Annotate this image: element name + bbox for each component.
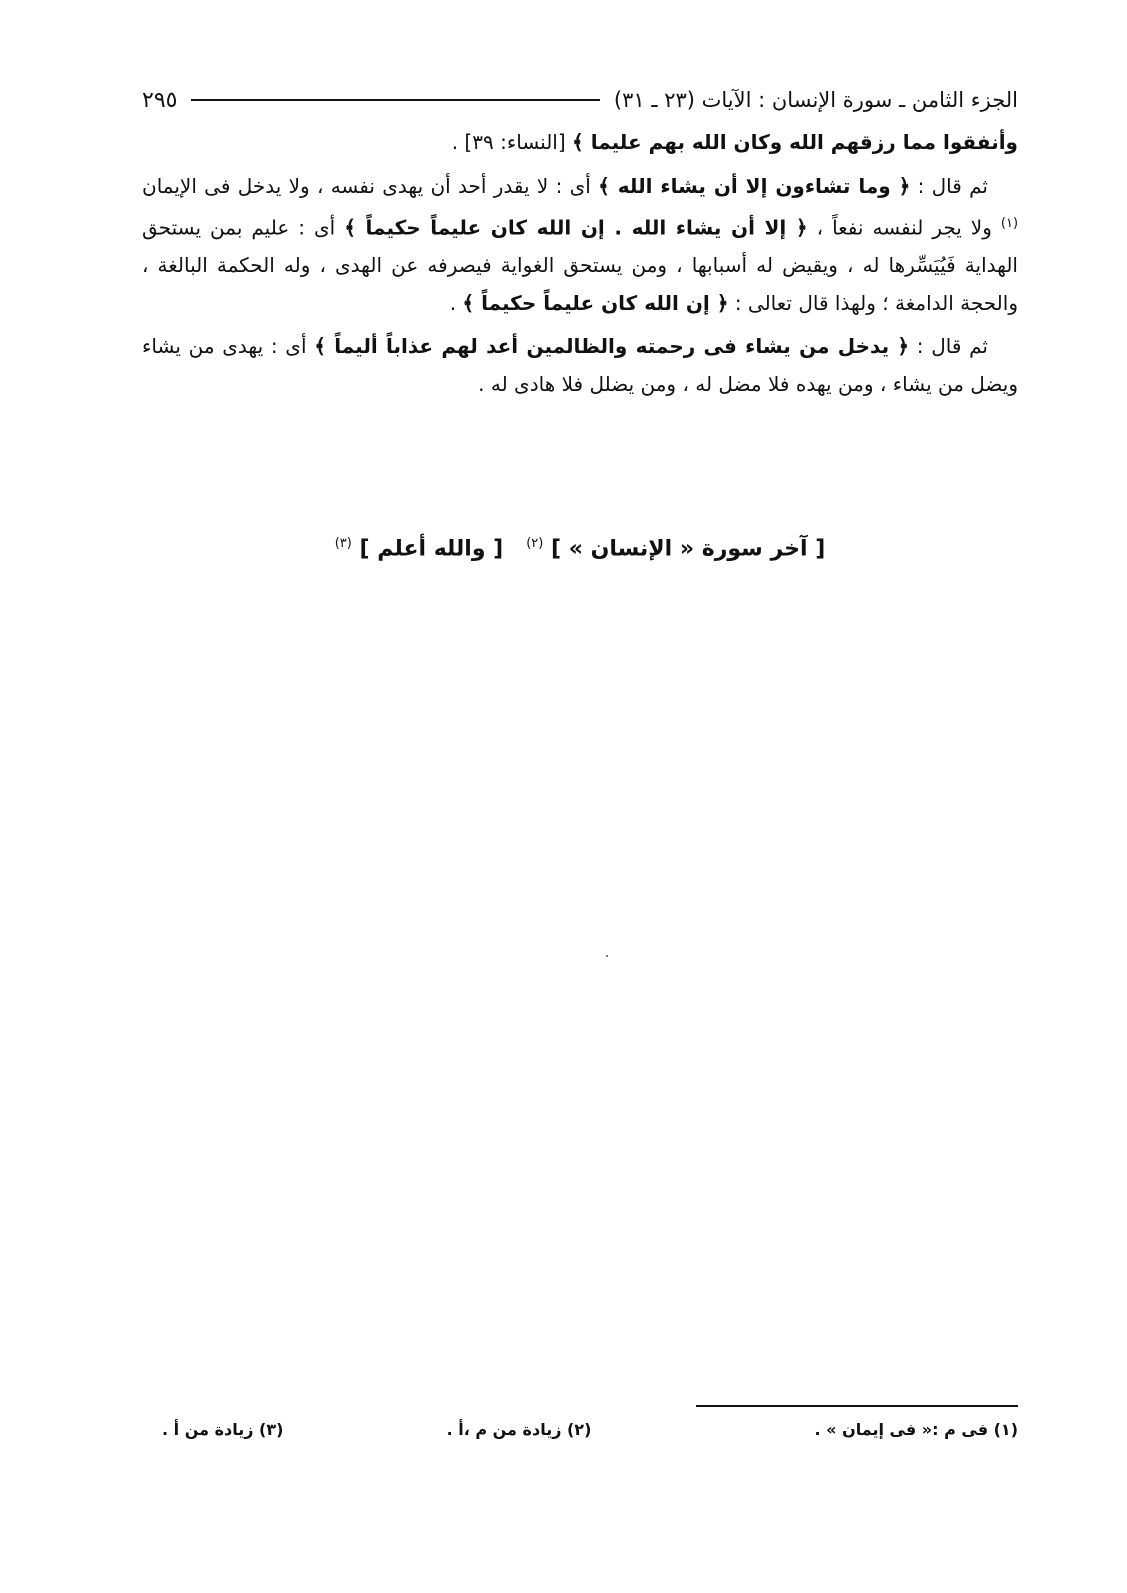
closing-end-of-surah: [ آخر سورة « الإنسان » ] bbox=[551, 536, 826, 562]
paragraph bbox=[142, 328, 1018, 403]
quran-quote: ﴿ إن الله كان عليماً حكيماً ﴾ bbox=[462, 290, 729, 315]
text-run: أى : عليم بمن يستحق الهداية فَيُيَسِّرها له ، ويقيض له أسبابها ، ومن يستحق الغواية فيصرفه عن الهدى ، وله الحكمة البالغة ، والحجة الدامغة ؛ ولهذا قال تعالى : bbox=[142, 215, 1018, 315]
surah-closing bbox=[142, 536, 1018, 561]
footnotes bbox=[142, 1420, 1018, 1439]
quran-quote: ﴿ وما تشاءون إلا أن يشاء الله ﴾ bbox=[598, 173, 911, 198]
scan-speck bbox=[606, 955, 608, 957]
footnote-rule bbox=[696, 1405, 1018, 1407]
text-run: ثم قال : bbox=[909, 334, 988, 359]
page-number: ٢٩٥ bbox=[142, 87, 178, 113]
header-rule bbox=[191, 99, 599, 101]
quran-quote: ﴿ إلا أن يشاء الله . إن الله كان عليماً حكيماً ﴾ bbox=[344, 215, 808, 240]
footnote-ref: (١) bbox=[1000, 216, 1019, 231]
text-run: ثم قال : bbox=[910, 173, 989, 198]
closing-footnote-ref-3: (٣) bbox=[334, 536, 352, 551]
closing-footnote-ref-2: (٢) bbox=[526, 536, 544, 551]
text-run: أى : يهدى من يشاء ويضل من يشاء ، ومن يهده فلا مضل له ، ومن يضلل فلا هادى له . bbox=[142, 334, 1018, 396]
closing-allah-knows: [ والله أعلم ] bbox=[359, 536, 504, 562]
text-run: ولا يجر لنفسه نفعاً ، bbox=[807, 215, 1001, 240]
paragraph bbox=[142, 168, 1018, 323]
footnote-2: (٢) زيادة من م ،أ . bbox=[446, 1420, 592, 1439]
footnote-3: (٣) زيادة من أ . bbox=[162, 1420, 284, 1439]
running-header bbox=[142, 80, 1018, 120]
text-run: [النساء: ٣٩] . bbox=[451, 130, 573, 154]
quran-quote: ﴿ يدخل من يشاء فى رحمته والظالمين أعد لهم عذاباً أليماً ﴾ bbox=[314, 334, 910, 359]
paragraph bbox=[142, 124, 1018, 162]
quran-quote: وأنفقوا مما رزقهم الله وكان الله بهم عليما ﴾ bbox=[572, 130, 1018, 154]
body-text bbox=[142, 124, 1018, 403]
text-run: أى : لا يقدر أحد أن يهدى نفسه ، ولا يدخل فى الإيمان bbox=[142, 173, 599, 198]
text-run: . bbox=[449, 290, 463, 315]
header-title: الجزء الثامن ـ سورة الإنسان : الآيات (٢٣ ـ ٣١) bbox=[613, 88, 1018, 112]
footnote-1: (١) فى م :« فى إيمان » . bbox=[814, 1420, 1018, 1439]
